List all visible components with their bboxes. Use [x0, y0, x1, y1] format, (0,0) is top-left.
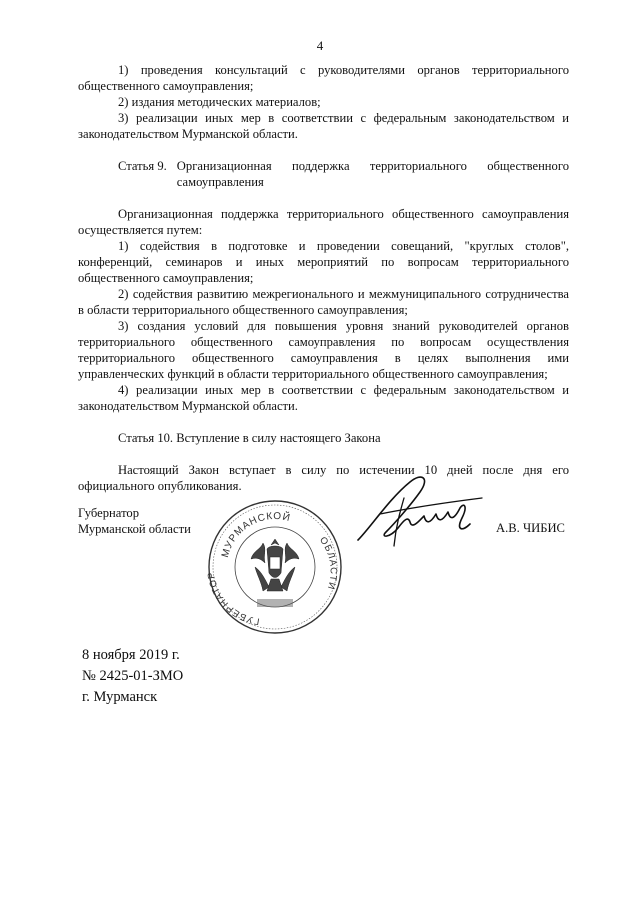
handwritten-signature — [350, 468, 490, 558]
article-9-label: Статья 9. — [118, 159, 167, 173]
article-9-intro: Организационная поддержка территориального общественного самоуправления осуществляется путем: — [78, 207, 569, 237]
article-9-heading — [78, 158, 569, 190]
law-number: № 2425-01-ЗМО — [82, 668, 184, 684]
svg-text:ОБЛАСТИ — [317, 535, 339, 591]
list-item: 2) издания методических материалов; — [118, 95, 321, 109]
list-item: 4) реализации иных мер в соответствии с федеральным законодательством и законодательством Мурманской области. — [78, 383, 569, 413]
page-number: 4 — [316, 38, 324, 53]
article-10-heading: Статья 10. Вступление в силу настоящего Закона — [118, 431, 381, 445]
official-seal — [205, 497, 345, 637]
document-body — [78, 62, 569, 494]
list-item: 1) содействия в подготовке и проведении совещаний, "круглых столов", конференций, семинаров и иных мероприятий по вопросам территориального общественного самоуправления; — [78, 239, 569, 285]
law-city: г. Мурманск — [82, 689, 158, 705]
list-item: 2) содействия развитию межрегионального и межмуниципального сотрудничества в области территориального общественного самоуправления; — [78, 287, 569, 317]
registration-block — [82, 645, 183, 708]
law-date: 8 ноября 2019 г. — [82, 647, 180, 663]
coat-of-arms-icon — [251, 539, 299, 591]
list-item: 1) проведения консультаций с руководителями органов территориального общественного самоуправления; — [78, 63, 569, 93]
list-item: 3) реализации иных мер в соответствии с федеральным законодательством и законодательством Мурманской области. — [78, 111, 569, 141]
list-item: 3) создания условий для повышения уровня знаний руководителей органов территориального общественного самоуправления по вопросам осуществления территориального общественного самоуправления в целях выполнения ими управленческих функций в области территориального общественного самоуправления; — [78, 319, 569, 381]
signatory-position-line: Губернатор — [78, 506, 139, 520]
seal-right-text: ОБЛАСТИ — [317, 535, 339, 592]
signatory-name: А.В. ЧИБИС — [496, 521, 565, 535]
seal-top-text: МУРМАНСКОЙ — [219, 510, 292, 559]
article-10-text: Настоящий Закон вступает в силу по истечении 10 дней после дня его официального опубликования. — [78, 463, 569, 493]
signatory-position-line: Мурманской области — [78, 522, 191, 536]
article-9-title: Организационная поддержка территориального общественного самоуправления — [176, 159, 569, 189]
signatory-position — [78, 505, 191, 537]
seal-left-text: ГУБЕРНАТОР — [205, 570, 261, 627]
